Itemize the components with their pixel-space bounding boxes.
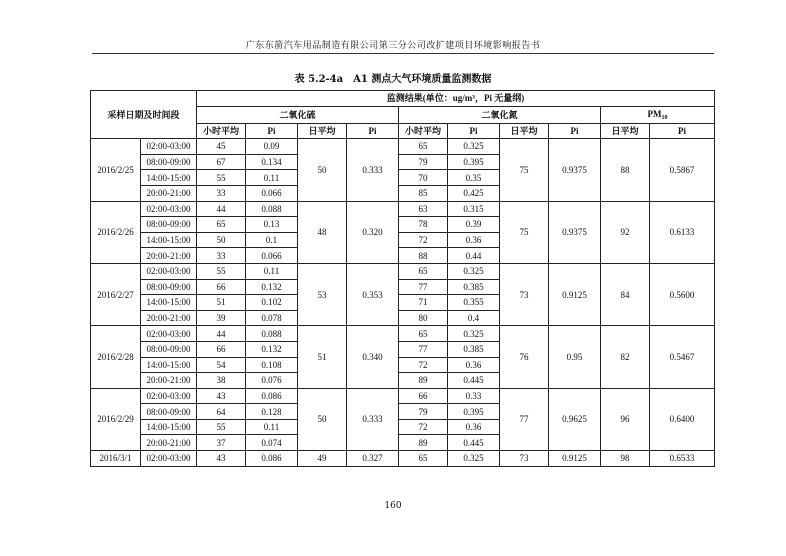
time-period-cell: 02:00-03:00 — [141, 388, 197, 404]
so2-hourly-cell: 45 — [197, 139, 246, 155]
so2-hourly-cell: 33 — [197, 185, 246, 201]
date-period-header: 采样日期及时间段 — [91, 91, 197, 139]
no2-daily-pi-cell: 0.9375 — [549, 201, 601, 263]
no2-pi-cell: 0.35 — [448, 170, 500, 186]
so2-hourly-cell: 66 — [197, 341, 246, 357]
no2-pi-cell: 0.36 — [448, 419, 500, 435]
pm10-daily-cell: 98 — [601, 451, 650, 467]
no2-hourly-cell: 72 — [399, 232, 448, 248]
so2-daily-pi-cell: 0.333 — [347, 139, 399, 201]
so2-pi-header: Pi — [246, 123, 298, 139]
table-row — [91, 201, 715, 217]
no2-hourly-cell: 77 — [399, 341, 448, 357]
date-cell: 2016/2/29 — [91, 388, 141, 450]
so2-pi-cell: 0.074 — [246, 435, 298, 451]
so2-hourly-cell: 38 — [197, 373, 246, 389]
time-period-cell: 08:00-09:00 — [141, 279, 197, 295]
so2-daily-pi-cell: 0.327 — [347, 451, 399, 467]
date-cell: 2016/2/27 — [91, 263, 141, 325]
so2-pi-cell: 0.11 — [246, 419, 298, 435]
pm10-pi-cell: 0.5867 — [650, 139, 715, 201]
no2-hourly-cell: 70 — [399, 170, 448, 186]
table-row — [91, 326, 715, 342]
page-number: 160 — [384, 501, 402, 511]
table-row — [91, 451, 715, 467]
time-period-cell: 20:00-21:00 — [141, 185, 197, 201]
no2-pi-cell: 0.445 — [448, 435, 500, 451]
so2-hourly-cell: 50 — [197, 232, 246, 248]
no2-daily-cell: 77 — [500, 388, 549, 450]
no2-daily-header: 日平均 — [500, 123, 549, 139]
pm10-daily-cell: 82 — [601, 326, 650, 388]
so2-hourly-cell: 55 — [197, 170, 246, 186]
time-period-cell: 02:00-03:00 — [141, 326, 197, 342]
pm10-daily-cell: 84 — [601, 263, 650, 325]
so2-pi-cell: 0.132 — [246, 341, 298, 357]
pm10-pi-header: Pi — [650, 123, 715, 139]
so2-pi-cell: 0.066 — [246, 248, 298, 264]
so2-daily-cell: 51 — [298, 326, 347, 388]
no2-hourly-cell: 65 — [399, 263, 448, 279]
so2-hourly-cell: 44 — [197, 326, 246, 342]
time-period-cell: 02:00-03:00 — [141, 451, 197, 467]
so2-pi-cell: 0.076 — [246, 373, 298, 389]
so2-hourly-cell: 64 — [197, 404, 246, 420]
so2-daily-header: 日平均 — [298, 123, 347, 139]
pm10-daily-cell: 92 — [601, 201, 650, 263]
table-row — [91, 263, 715, 279]
no2-hourly-cell: 72 — [399, 419, 448, 435]
no2-pi-cell: 0.395 — [448, 404, 500, 420]
so2-daily-pi-header: Pi — [347, 123, 399, 139]
so2-hourly-cell: 65 — [197, 217, 246, 233]
no2-pi-cell: 0.445 — [448, 373, 500, 389]
no2-daily-pi-cell: 0.9125 — [549, 263, 601, 325]
so2-hourly-cell: 37 — [197, 435, 246, 451]
so2-pi-cell: 0.108 — [246, 357, 298, 373]
pm10-pi-cell: 0.6533 — [650, 451, 715, 467]
no2-pi-cell: 0.395 — [448, 154, 500, 170]
no2-hourly-cell: 79 — [399, 154, 448, 170]
date-cell: 2016/3/1 — [91, 451, 141, 467]
so2-hourly-cell: 55 — [197, 263, 246, 279]
time-period-cell: 14:00-15:00 — [141, 357, 197, 373]
so2-pi-cell: 0.132 — [246, 279, 298, 295]
table-row — [91, 388, 715, 404]
no2-hourly-cell: 66 — [399, 388, 448, 404]
so2-hourly-cell: 33 — [197, 248, 246, 264]
no2-hourly-cell: 65 — [399, 451, 448, 467]
pm10-daily-cell: 96 — [601, 388, 650, 450]
no2-pi-cell: 0.385 — [448, 341, 500, 357]
so2-hourly-cell: 39 — [197, 310, 246, 326]
no2-hourly-cell: 72 — [399, 357, 448, 373]
result-header: 监测结果(单位：ug/m³，Pi 无量纲) — [197, 91, 715, 107]
so2-hourly-header: 小时平均 — [197, 123, 246, 139]
so2-pi-cell: 0.11 — [246, 263, 298, 279]
no2-hourly-cell: 77 — [399, 279, 448, 295]
no2-hourly-cell: 89 — [399, 435, 448, 451]
time-period-cell: 14:00-15:00 — [141, 232, 197, 248]
time-period-cell: 08:00-09:00 — [141, 404, 197, 420]
so2-hourly-cell: 44 — [197, 201, 246, 217]
table-body — [91, 139, 715, 466]
pm10-header: $PM_{10}$ — [601, 106, 715, 123]
no2-daily-pi-cell: 0.9625 — [549, 388, 601, 450]
no2-hourly-cell: 89 — [399, 373, 448, 389]
so2-daily-cell: 49 — [298, 451, 347, 467]
time-period-cell: 20:00-21:00 — [141, 435, 197, 451]
so2-pi-cell: 0.102 — [246, 295, 298, 311]
no2-daily-cell: 73 — [500, 263, 549, 325]
so2-daily-pi-cell: 0.333 — [347, 388, 399, 450]
so2-pi-cell: 0.09 — [246, 139, 298, 155]
so2-daily-cell: 50 — [298, 388, 347, 450]
so2-pi-cell: 0.086 — [246, 451, 298, 467]
pm10-daily-cell: 88 — [601, 139, 650, 201]
pm10-daily-header: 日平均 — [601, 123, 650, 139]
time-period-cell: 14:00-15:00 — [141, 419, 197, 435]
date-cell: 2016/2/26 — [91, 201, 141, 263]
time-period-cell: 08:00-09:00 — [141, 154, 197, 170]
so2-hourly-cell: 55 — [197, 419, 246, 435]
so2-pi-cell: 0.13 — [246, 217, 298, 233]
so2-daily-cell: 53 — [298, 263, 347, 325]
no2-hourly-header: 小时平均 — [399, 123, 448, 139]
no2-daily-pi-header: Pi — [549, 123, 601, 139]
pm10-pi-cell: 0.6133 — [650, 201, 715, 263]
no2-hourly-cell: 78 — [399, 217, 448, 233]
no2-pi-cell: 0.325 — [448, 139, 500, 155]
date-cell: 2016/2/25 — [91, 139, 141, 201]
pm10-pi-cell: 0.5600 — [650, 263, 715, 325]
no2-daily-pi-cell: 0.9125 — [549, 451, 601, 467]
header-divider — [92, 53, 714, 54]
no2-pi-cell: 0.355 — [448, 295, 500, 311]
no2-hourly-cell: 65 — [399, 139, 448, 155]
pm10-pi-cell: 0.5467 — [650, 326, 715, 388]
time-period-cell: 14:00-15:00 — [141, 295, 197, 311]
no2-daily-pi-cell: 0.95 — [549, 326, 601, 388]
so2-hourly-cell: 43 — [197, 451, 246, 467]
no2-daily-cell: 75 — [500, 139, 549, 201]
no2-pi-cell: 0.39 — [448, 217, 500, 233]
time-period-cell: 02:00-03:00 — [141, 201, 197, 217]
time-period-cell: 02:00-03:00 — [141, 263, 197, 279]
so2-pi-cell: 0.134 — [246, 154, 298, 170]
so2-pi-cell: 0.086 — [246, 388, 298, 404]
no2-hourly-cell: 88 — [399, 248, 448, 264]
so2-pi-cell: 0.078 — [246, 310, 298, 326]
no2-hourly-cell: 85 — [399, 185, 448, 201]
so2-hourly-cell: 67 — [197, 154, 246, 170]
table-row — [91, 139, 715, 155]
no2-pi-cell: 0.385 — [448, 279, 500, 295]
no2-hourly-cell: 79 — [399, 404, 448, 420]
no2-pi-cell: 0.325 — [448, 263, 500, 279]
so2-pi-cell: 0.088 — [246, 326, 298, 342]
so2-daily-pi-cell: 0.340 — [347, 326, 399, 388]
no2-pi-cell: 0.44 — [448, 248, 500, 264]
so2-hourly-cell: 66 — [197, 279, 246, 295]
time-period-cell: 02:00-03:00 — [141, 139, 197, 155]
monitoring-data-table — [90, 90, 715, 467]
no2-pi-header: Pi — [448, 123, 500, 139]
so2-daily-pi-cell: 0.353 — [347, 263, 399, 325]
so2-header: 二氧化硫 — [197, 106, 399, 123]
no2-hourly-cell: 65 — [399, 326, 448, 342]
time-period-cell: 20:00-21:00 — [141, 310, 197, 326]
no2-pi-cell: 0.33 — [448, 388, 500, 404]
time-period-cell: 08:00-09:00 — [141, 341, 197, 357]
so2-pi-cell: 0.066 — [246, 185, 298, 201]
so2-daily-cell: 50 — [298, 139, 347, 201]
no2-hourly-cell: 71 — [399, 295, 448, 311]
so2-pi-cell: 0.088 — [246, 201, 298, 217]
no2-hourly-cell: 80 — [399, 310, 448, 326]
no2-header: 二氧化氮 — [399, 106, 601, 123]
time-period-cell: 14:00-15:00 — [141, 170, 197, 186]
no2-daily-cell: 75 — [500, 201, 549, 263]
so2-hourly-cell: 51 — [197, 295, 246, 311]
time-period-cell: 20:00-21:00 — [141, 248, 197, 264]
no2-daily-pi-cell: 0.9375 — [549, 139, 601, 201]
so2-hourly-cell: 54 — [197, 357, 246, 373]
so2-pi-cell: 0.128 — [246, 404, 298, 420]
no2-pi-cell: 0.325 — [448, 326, 500, 342]
no2-pi-cell: 0.36 — [448, 357, 500, 373]
no2-pi-cell: 0.325 — [448, 451, 500, 467]
so2-hourly-cell: 43 — [197, 388, 246, 404]
no2-pi-cell: 0.425 — [448, 185, 500, 201]
date-cell: 2016/2/28 — [91, 326, 141, 388]
no2-hourly-cell: 63 — [399, 201, 448, 217]
no2-daily-cell: 73 — [500, 451, 549, 467]
so2-daily-pi-cell: 0.320 — [347, 201, 399, 263]
time-period-cell: 08:00-09:00 — [141, 217, 197, 233]
no2-daily-cell: 76 — [500, 326, 549, 388]
time-period-cell: 20:00-21:00 — [141, 373, 197, 389]
pm10-pi-cell: 0.6400 — [650, 388, 715, 450]
table-title: 表 5.2-4a A1 测点大气环境质量监测数据 — [294, 74, 492, 85]
no2-pi-cell: 0.315 — [448, 201, 500, 217]
no2-pi-cell: 0.4 — [448, 310, 500, 326]
so2-pi-cell: 0.1 — [246, 232, 298, 248]
document-header: 广东东箭汽车用品制造有限公司第三分公司改扩建项目环境影响报告书 — [245, 41, 541, 51]
so2-pi-cell: 0.11 — [246, 170, 298, 186]
no2-pi-cell: 0.36 — [448, 232, 500, 248]
so2-daily-cell: 48 — [298, 201, 347, 263]
